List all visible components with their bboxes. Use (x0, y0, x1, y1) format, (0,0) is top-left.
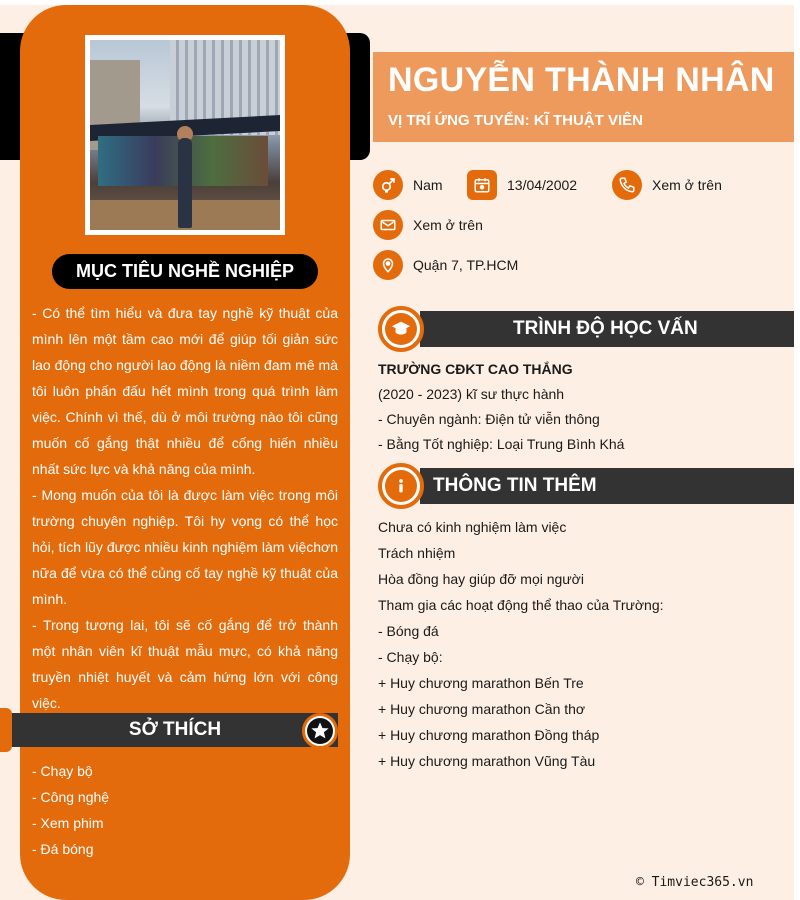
applied-position: VỊ TRÍ ỨNG TUYỂN: KĨ THUẬT VIÊN (388, 112, 643, 129)
education-line: - Chuyên ngành: Điện tử viễn thông (378, 411, 600, 427)
candidate-name: NGUYỄN THÀNH NHÂN (388, 61, 775, 99)
profile-photo (90, 40, 280, 230)
phone-value: Xem ở trên (652, 177, 722, 193)
school-name: TRƯỜNG CĐKT CAO THẮNG (378, 361, 573, 377)
left-column (20, 5, 350, 900)
education-title: TRÌNH ĐỘ HỌC VẤN (513, 318, 698, 339)
decor-tab-orange (0, 708, 12, 752)
education-block (378, 357, 624, 457)
list-item: + Huy chương marathon Đồng tháp (378, 727, 600, 743)
list-item: - Đá bóng (32, 841, 94, 857)
list-item: Hòa đồng hay giúp đỡ mọi người (378, 571, 584, 587)
list-item: + Huy chương marathon Bến Tre (378, 675, 584, 691)
address-value: Quận 7, TP.HCM (413, 257, 519, 273)
gender-value: Nam (413, 177, 443, 193)
info-birthday (467, 170, 577, 200)
info-gender (373, 170, 443, 200)
list-item: + Huy chương marathon Cần thơ (378, 701, 586, 717)
calendar-icon (467, 170, 497, 200)
email-value: Xem ở trên (413, 217, 483, 233)
graduation-cap-icon (378, 306, 424, 352)
objective-text (32, 300, 338, 716)
cv-page (0, 5, 794, 900)
profile-photo-frame (85, 35, 285, 235)
list-item: - Bóng đá (378, 623, 439, 639)
education-section-bar (420, 311, 794, 347)
list-item: + Huy chương marathon Vũng Tàu (378, 753, 596, 769)
mail-icon (373, 210, 403, 240)
star-icon (302, 713, 338, 749)
location-pin-icon (373, 250, 403, 280)
list-item: - Công nghệ (32, 789, 110, 805)
objective-paragraph: - Trong tương lai, tôi sẽ cố gắng để trở thành một nhân viên kĩ thuật mẫu mực, có khả năng truyền nhiệt huyết và cảm hứng lớn với công việc. (32, 617, 338, 711)
list-item: - Xem phim (32, 815, 104, 831)
hobby-section-bar (12, 713, 338, 747)
education-line: - Bằng Tốt nghiệp: Loại Trung Bình Khá (378, 436, 625, 452)
hobby-title: SỞ THÍCH (128, 719, 222, 740)
education-line: (2020 - 2023) kĩ sư thực hành (378, 386, 565, 402)
objective-title: MỤC TIÊU NGHỀ NGHIỆP (52, 254, 318, 289)
hobby-list (32, 758, 109, 862)
birthday-value: 13/04/2002 (507, 177, 578, 193)
gender-icon (373, 170, 403, 200)
info-email (373, 210, 483, 240)
list-item: - Chạy bộ (32, 763, 93, 779)
phone-icon (612, 170, 642, 200)
info-address (373, 250, 518, 280)
list-item: Trách nhiệm (378, 545, 456, 561)
name-bar (373, 52, 794, 142)
objective-paragraph: - Mong muốn của tôi là được làm việc trong môi trường chuyên nghiệp. Tôi hy vọng có thể học hỏi, tích lũy được nhiều kinh nghiệm làm việchơn nữa để vừa có thể củng cố tay nghề kỹ thuật của mình. (32, 487, 338, 607)
extra-info-list (378, 514, 664, 774)
objective-paragraph: - Có thể tìm hiểu và đưa tay nghề kỹ thuật của mình lên một tầm cao mới để giúp tối giản sức lao động cho người lao động là niềm đam mê mà tôi luôn phấn đấu hết mình trong quá trình làm việc. Chính vì thế, dù ở môi trường nào tôi cũng muốn cố gắng thật nhiều để cống hiến nhiều nhất sức lực và khả năng của mình. (32, 305, 338, 477)
list-item: Tham gia các hoạt động thể thao của Trường: (378, 597, 664, 613)
extra-info-section-bar (420, 468, 794, 504)
list-item: - Chạy bộ: (378, 649, 443, 665)
footer-credit: © Timviec365.vn (636, 875, 754, 890)
extra-info-title: THÔNG TIN THÊM (433, 475, 597, 496)
list-item: Chưa có kinh nghiệm làm việc (378, 519, 567, 535)
info-phone (612, 170, 722, 200)
info-icon (378, 463, 424, 509)
